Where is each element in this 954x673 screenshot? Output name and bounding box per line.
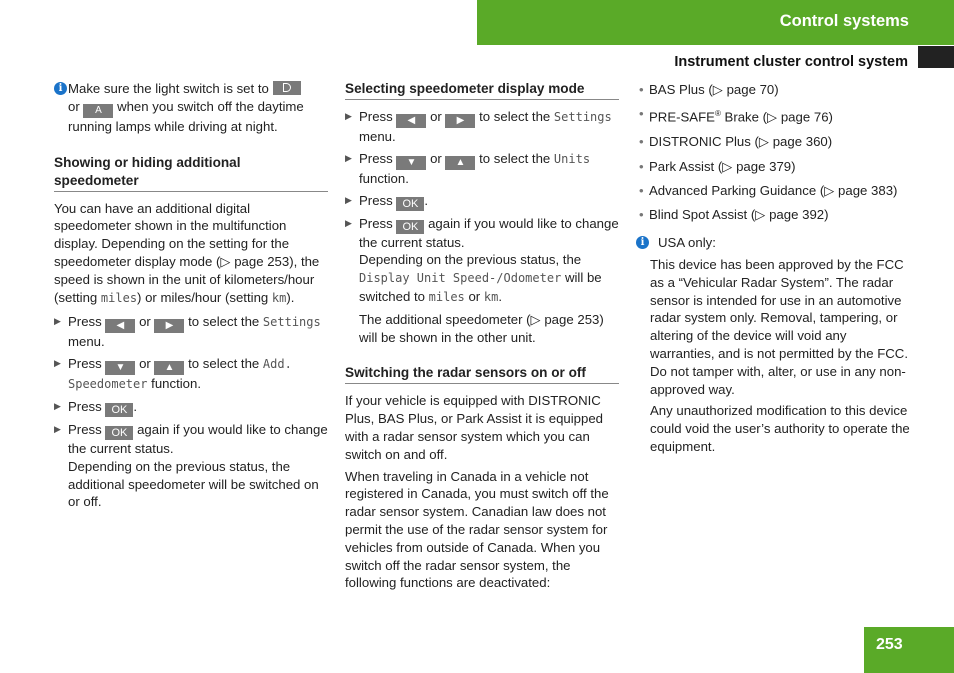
key-right-icon: ▶ bbox=[445, 114, 475, 128]
key-left-icon: ◀ bbox=[105, 319, 135, 333]
page-reference[interactable]: ▷ page 360 bbox=[758, 134, 828, 150]
key-ok-icon: OK bbox=[105, 426, 133, 440]
step-select-settings: ▶ Press ◀ or ▶ to select the Settings menu. bbox=[54, 314, 321, 350]
radar-paragraph-1: If your vehicle is equipped with DISTRONIC Plus, BAS Plus, or Park Assist it is equipped with a radar sensor system which you can switch on and off. bbox=[345, 393, 604, 462]
info-icon: i bbox=[636, 236, 649, 249]
step-arrow-icon: ▶ bbox=[54, 316, 61, 327]
list-item: • BAS Plus (▷ page 70) bbox=[639, 82, 779, 97]
page-reference[interactable]: ▷ page 70 bbox=[712, 82, 775, 97]
page-reference[interactable]: ▷ page 383 bbox=[824, 182, 894, 198]
step-press-ok: ▶ Press OK . bbox=[345, 192, 429, 210]
side-tab-marker bbox=[918, 46, 954, 68]
step-arrow-icon: ▶ bbox=[345, 111, 352, 121]
step-arrow-icon: ▶ bbox=[54, 358, 61, 369]
info-note-lights: i Make sure the light switch is set to or A when you switch off the daytime running lamps while driving at night. bbox=[54, 80, 328, 136]
key-down-icon: ▼ bbox=[105, 361, 135, 375]
light-switch-icon bbox=[273, 81, 301, 95]
step-toggle-status: ▶ Press OK again if you would like to change the current status. Depending on the previous status, the additional speedometer will be switched on or off. bbox=[54, 421, 328, 510]
key-a-icon: A bbox=[83, 104, 113, 118]
list-item: • Advanced Parking Guidance (▷ page 383) bbox=[639, 182, 898, 198]
heading-additional-speedometer: Showing or hiding additional speedometer bbox=[54, 154, 328, 192]
key-up-icon: ▲ bbox=[445, 156, 475, 170]
key-right-icon: ▶ bbox=[154, 319, 184, 333]
page-number-box bbox=[864, 627, 954, 673]
step-arrow-icon: ▶ bbox=[345, 194, 352, 205]
list-item: • DISTRONIC Plus (▷ page 360) bbox=[639, 134, 833, 150]
step-toggle-status: ▶ Press OK again if you would like to change the current status. Depending on the previous status, the Display Unit Speed-/Odometer will be switched to miles or km. bbox=[345, 215, 619, 304]
key-ok-icon: OK bbox=[396, 197, 424, 211]
key-up-icon: ▲ bbox=[154, 361, 184, 375]
additional-unit-note: The additional speedometer (▷ page 253) will be shown in the other unit. bbox=[359, 311, 604, 345]
page-reference[interactable]: ▷ page 76 bbox=[767, 109, 829, 125]
info-icon: i bbox=[54, 82, 67, 95]
page-reference[interactable]: ▷ page 253 bbox=[220, 253, 290, 269]
step-arrow-icon: ▶ bbox=[54, 400, 61, 411]
subsection-title: Instrument cluster control system bbox=[674, 54, 908, 70]
step-select-function: ▶ Press ▼ or ▲ to select the Add. Speedometer function. bbox=[54, 356, 292, 392]
step-arrow-icon: ▶ bbox=[345, 217, 352, 228]
fcc-paragraph: This device has been approved by the FCC as a “Vehicular Radar System”. The radar sensor is intended for use in an automotive radar system only. Removal, tampering, or altering of the device will void any warranties, and is not permitted by the FCC. Do not tamper with, alter, or use in any non-approved way. bbox=[650, 256, 908, 397]
section-title: Control systems bbox=[779, 12, 909, 30]
modification-paragraph: Any unauthorized modification to this device could void the user’s authority to operate the equipment. bbox=[650, 403, 910, 454]
info-note-usa: i USA only: This device has been approved by the FCC as a “Vehicular Radar System”. The radar sensor is intended for use in an automotive radar system only. Removal, tampering, or altering of the device will void any warranties, and is not permitted by the FCC. Do not tamper with, alter, or use in any non-approved way. Any unauthorized modification to this device could void the user’s authority to operate the equipment. bbox=[636, 234, 912, 456]
key-left-icon: ◀ bbox=[396, 114, 426, 128]
column-middle bbox=[345, 80, 619, 596]
page-reference[interactable]: ▷ page 253 bbox=[530, 311, 600, 327]
step-arrow-icon: ▶ bbox=[345, 152, 352, 163]
list-item: • Blind Spot Assist (▷ page 392) bbox=[639, 207, 829, 223]
key-down-icon: ▼ bbox=[396, 156, 426, 170]
column-left bbox=[54, 80, 328, 515]
step-select-units: ▶ Press ▼ or ▲ to select the Units function. bbox=[345, 150, 591, 186]
step-select-settings: ▶ Press ◀ or ▶ to select the Settings menu. bbox=[345, 109, 612, 144]
page-number: 253 bbox=[876, 636, 903, 653]
list-item: • Park Assist (▷ page 379) bbox=[639, 158, 796, 174]
intro-paragraph: You can have an additional digital speedometer shown in the multifunction display. Depending on the setting for the speedometer display mode (▷ page 253), the speed is shown in the unit of kilometers/hour (setting miles) or miles/hour (setting km). bbox=[54, 200, 320, 305]
step-arrow-icon: ▶ bbox=[54, 423, 61, 434]
page-reference[interactable]: ▷ page 379 bbox=[722, 158, 792, 174]
heading-display-mode: Selecting speedometer display mode bbox=[345, 80, 619, 100]
key-ok-icon: OK bbox=[396, 220, 424, 234]
radar-paragraph-2: When traveling in Canada in a vehicle not registered in Canada, you must switch off the radar sensor system. Canadian law does not permit the use of the radar sensor system for vehicles from outside of Canada. When you switch off the radar sensor system, the following functions are deactivated: bbox=[345, 468, 609, 591]
key-ok-icon: OK bbox=[105, 403, 133, 417]
page-reference[interactable]: ▷ page 392 bbox=[755, 207, 825, 223]
list-item: • PRE-SAFE® Brake (▷ page 76) bbox=[639, 106, 833, 125]
step-press-ok: ▶ Press OK . bbox=[54, 398, 138, 416]
heading-radar-sensors: Switching the radar sensors on or off bbox=[345, 364, 619, 384]
column-right bbox=[636, 81, 912, 460]
